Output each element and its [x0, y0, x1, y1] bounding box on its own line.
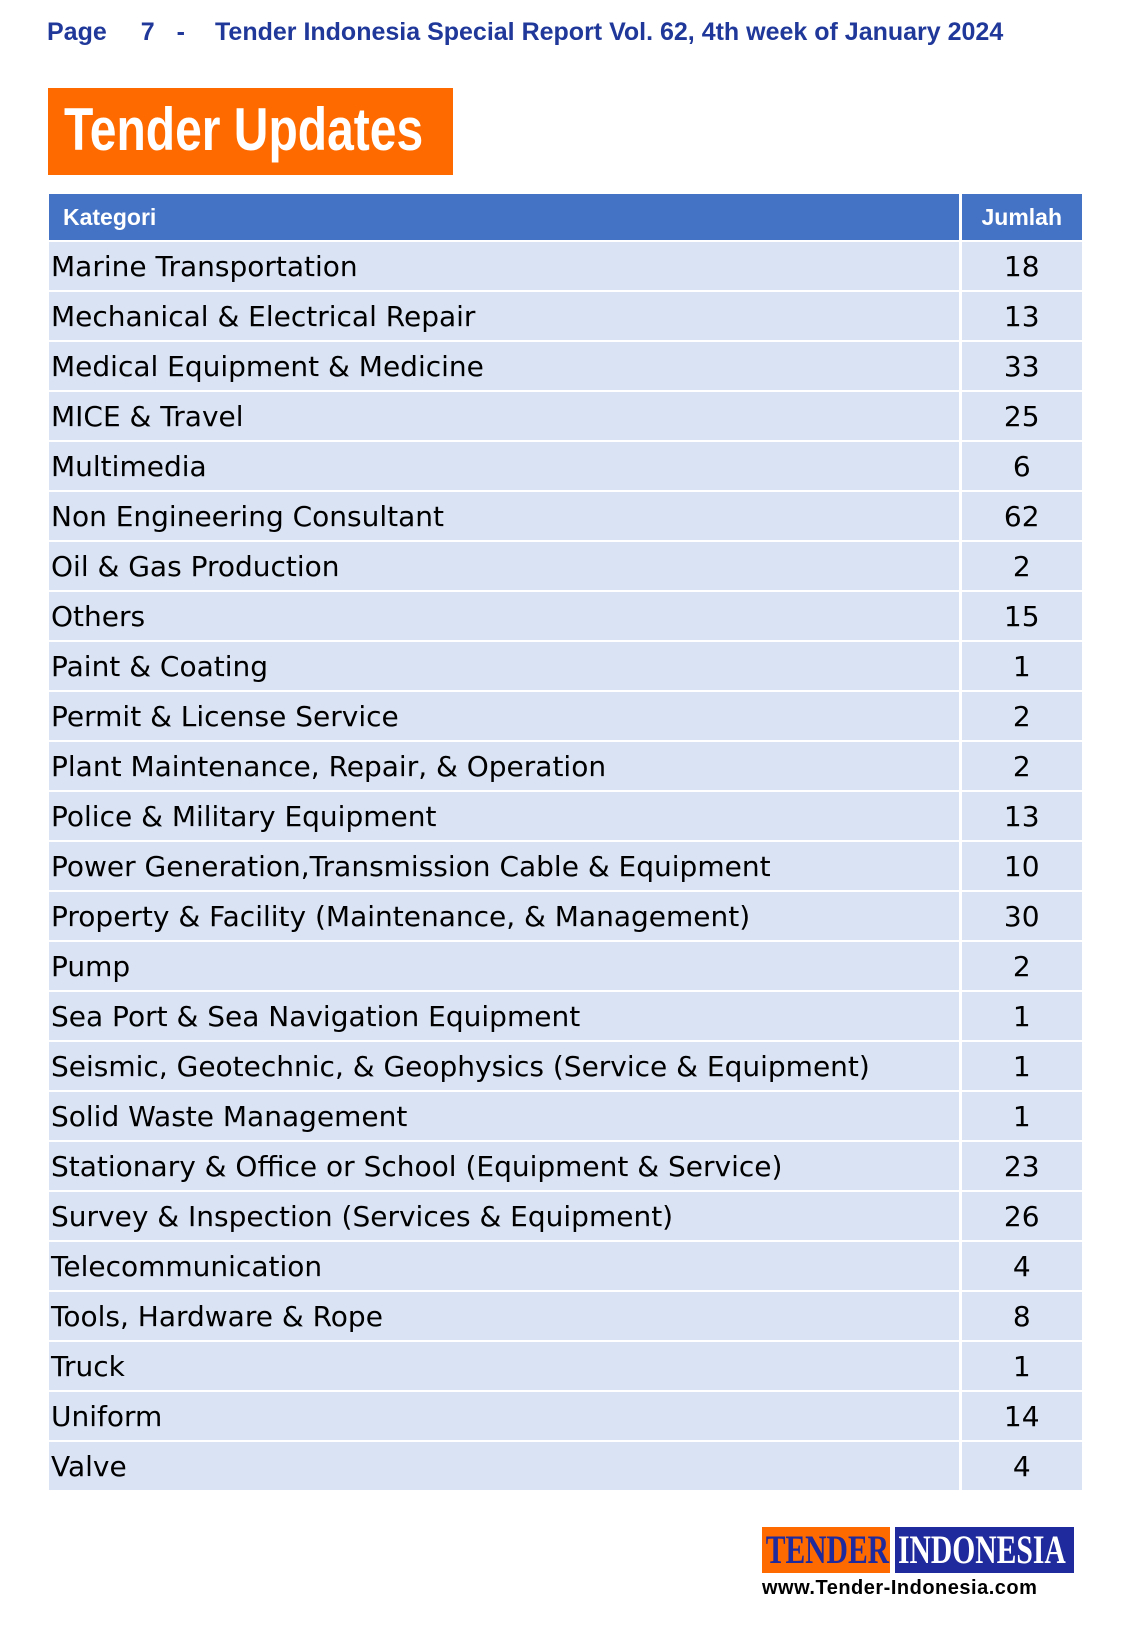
table-row	[49, 1341, 1082, 1391]
table-row	[49, 1141, 1082, 1191]
page-label: Page	[47, 18, 107, 46]
count-cell: 6	[960, 441, 1082, 491]
category-cell: Valve	[49, 1441, 960, 1490]
count-cell: 18	[960, 241, 1082, 291]
count-cell: 1	[960, 991, 1082, 1041]
tender-category-table	[49, 194, 1082, 1490]
header-separator: -	[176, 18, 185, 46]
table-row	[49, 841, 1082, 891]
category-cell: Telecommunication	[49, 1241, 960, 1291]
count-cell: 1	[960, 641, 1082, 691]
count-cell: 1	[960, 1091, 1082, 1141]
category-cell: Police & Military Equipment	[49, 791, 960, 841]
count-cell: 2	[960, 541, 1082, 591]
table-row	[49, 741, 1082, 791]
category-cell: Multimedia	[49, 441, 960, 491]
category-cell: Medical Equipment & Medicine	[49, 341, 960, 391]
category-cell: Tools, Hardware & Rope	[49, 1291, 960, 1341]
category-cell: Paint & Coating	[49, 641, 960, 691]
column-header-count: Jumlah	[960, 194, 1082, 241]
logo-left-text: TENDER	[765, 1527, 890, 1572]
category-cell: Marine Transportation	[49, 241, 960, 291]
category-cell: Mechanical & Electrical Repair	[49, 291, 960, 341]
count-cell: 33	[960, 341, 1082, 391]
table-row	[49, 991, 1082, 1041]
table-row	[49, 1041, 1082, 1091]
count-cell: 14	[960, 1391, 1082, 1441]
count-cell: 25	[960, 391, 1082, 441]
table-row	[49, 541, 1082, 591]
count-cell: 15	[960, 591, 1082, 641]
table-row	[49, 441, 1082, 491]
table-header	[49, 194, 1082, 241]
table-row	[49, 1191, 1082, 1241]
table-row	[49, 241, 1082, 291]
count-cell: 30	[960, 891, 1082, 941]
count-cell: 4	[960, 1441, 1082, 1490]
table-row	[49, 1291, 1082, 1341]
count-cell: 2	[960, 691, 1082, 741]
category-count-table	[49, 194, 1082, 1490]
column-header-category: Kategori	[49, 194, 960, 241]
category-cell: Uniform	[49, 1391, 960, 1441]
section-title: Tender Updates	[64, 96, 424, 163]
table-row	[49, 1091, 1082, 1141]
count-cell: 2	[960, 741, 1082, 791]
count-cell: 4	[960, 1241, 1082, 1291]
category-cell: Non Engineering Consultant	[49, 491, 960, 541]
category-cell: Oil & Gas Production	[49, 541, 960, 591]
category-cell: MICE & Travel	[49, 391, 960, 441]
logo-left-block	[762, 1527, 890, 1573]
category-cell: Pump	[49, 941, 960, 991]
count-cell: 13	[960, 791, 1082, 841]
category-cell: Truck	[49, 1341, 960, 1391]
category-cell: Power Generation,Transmission Cable & Equipment	[49, 841, 960, 891]
category-cell: Permit & License Service	[49, 691, 960, 741]
count-cell: 1	[960, 1041, 1082, 1091]
category-cell: Survey & Inspection (Services & Equipment)	[49, 1191, 960, 1241]
table-row	[49, 691, 1082, 741]
category-cell: Seismic, Geotechnic, & Geophysics (Service & Equipment)	[49, 1041, 960, 1091]
table-row	[49, 1441, 1082, 1490]
table-row	[49, 891, 1082, 941]
tender-indonesia-logo	[762, 1527, 1074, 1573]
page-number: 7	[140, 18, 155, 46]
table-row	[49, 491, 1082, 541]
table-row	[49, 391, 1082, 441]
section-banner	[48, 88, 453, 175]
table-row	[49, 1241, 1082, 1291]
count-cell: 62	[960, 491, 1082, 541]
table-header-row	[49, 194, 1082, 241]
category-cell: Stationary & Office or School (Equipment & Service)	[49, 1141, 960, 1191]
count-cell: 10	[960, 841, 1082, 891]
count-cell: 8	[960, 1291, 1082, 1341]
table-row	[49, 941, 1082, 991]
category-cell: Solid Waste Management	[49, 1091, 960, 1141]
logo-right-block	[895, 1527, 1074, 1573]
category-cell: Others	[49, 591, 960, 641]
count-cell: 23	[960, 1141, 1082, 1191]
count-cell: 26	[960, 1191, 1082, 1241]
table-row	[49, 591, 1082, 641]
table-row	[49, 341, 1082, 391]
table-row	[49, 291, 1082, 341]
report-header	[47, 14, 1003, 50]
count-cell: 13	[960, 291, 1082, 341]
logo-right-text: INDONESIA	[897, 1527, 1066, 1572]
table-body	[49, 241, 1082, 1490]
table-row	[49, 1391, 1082, 1441]
count-cell: 1	[960, 1341, 1082, 1391]
report-title: Tender Indonesia Special Report Vol. 62, 4th week of January 2024	[215, 18, 1004, 46]
table-row	[49, 791, 1082, 841]
count-cell: 2	[960, 941, 1082, 991]
website-url: www.Tender-Indonesia.com	[762, 1577, 1038, 1599]
category-cell: Plant Maintenance, Repair, & Operation	[49, 741, 960, 791]
table-row	[49, 641, 1082, 691]
category-cell: Sea Port & Sea Navigation Equipment	[49, 991, 960, 1041]
category-cell: Property & Facility (Maintenance, & Management)	[49, 891, 960, 941]
